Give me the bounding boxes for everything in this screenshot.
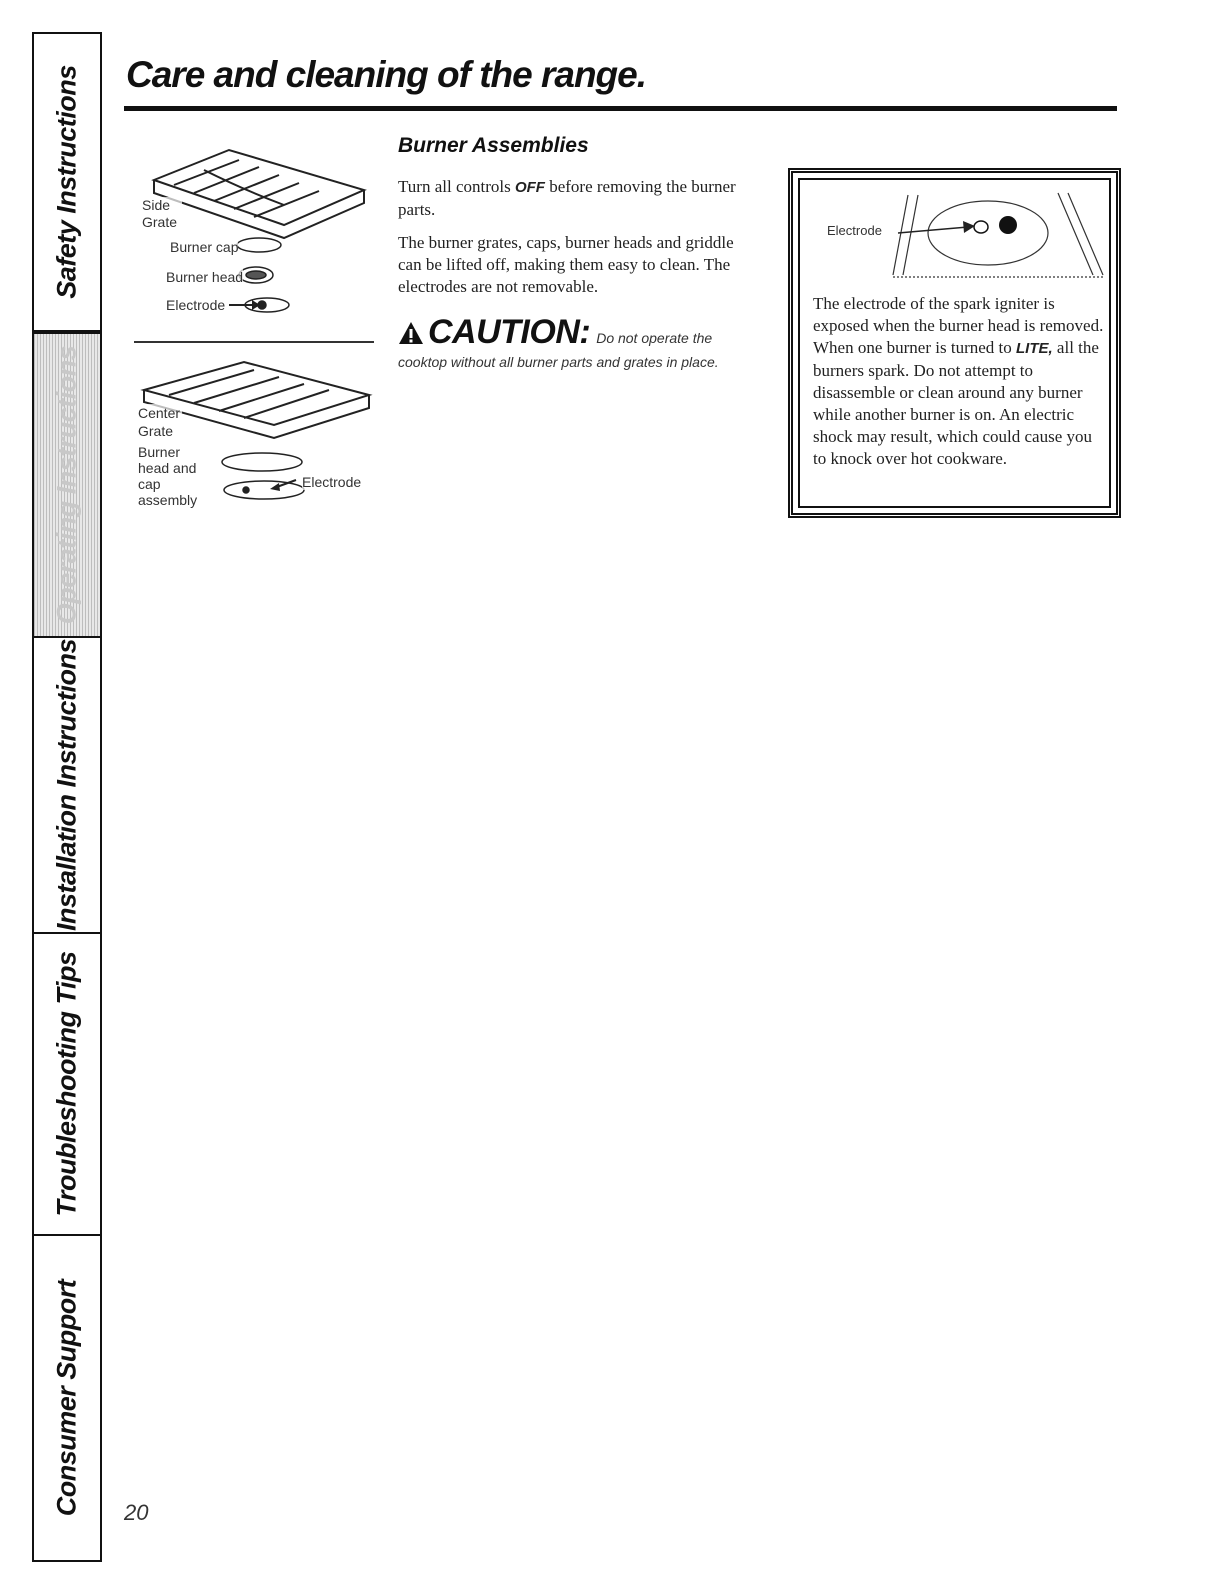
tab-safety-instructions[interactable] [34, 34, 100, 332]
title-rule [124, 106, 1117, 111]
tab-label: Operating Instructions [51, 345, 82, 625]
paragraph-controls-off [398, 176, 758, 221]
tab-label: Consumer Support [51, 1279, 82, 1517]
text-fragment: before removing the burner parts. [398, 177, 736, 219]
electrode-callout-label: Electrode [827, 223, 882, 238]
page-number: 20 [124, 1500, 149, 1525]
center-burner-illustration [134, 350, 374, 510]
tab-label: Troubleshooting Tips [51, 951, 82, 1217]
side-tab-bar [32, 32, 102, 1562]
tab-label: Installation Instructions [51, 638, 82, 932]
off-keyword: OFF [514, 179, 545, 196]
paragraph-removable-parts: The burner grates, caps, burner heads and griddle can be lifted off, making them easy to clean. The electrodes are not removable. [398, 233, 734, 296]
warning-triangle-icon [398, 320, 424, 346]
burner-head-assembly-label: Burner head and cap assembly [138, 444, 208, 508]
text-fragment: The electrode of the spark igniter is exposed when the burner head is removed. When one burner is turned to [813, 294, 1104, 357]
electrode-warning-text [813, 293, 1108, 470]
tab-consumer-support[interactable] [34, 1236, 100, 1560]
center-grate-label: Center Grate [138, 405, 181, 439]
caution-text: Do not operate the [596, 330, 713, 346]
electrode-label: Electrode [166, 297, 226, 313]
text-fragment: Turn all controls [398, 177, 515, 196]
section-heading: Burner Assemblies [398, 134, 589, 157]
tab-installation-instructions[interactable] [34, 638, 100, 934]
burner-head-label: Burner head [166, 269, 244, 285]
side-grate-label: Side Grate [142, 197, 182, 231]
text-fragment: all the burners spark. Do not attempt to disassemble or clean around any burner while another burner is on. An electric shock may result, which could cause you to knock over hot cookware. [813, 338, 1099, 468]
page-title: Care and cleaning of the range. [126, 54, 647, 95]
side-burner-illustration [134, 135, 374, 325]
caution-text-continued: cooktop without all burner parts and grates in place. [398, 354, 719, 370]
lite-keyword: LITE, [1016, 340, 1053, 357]
electrode-illustration [803, 185, 1108, 285]
center-electrode-label: Electrode [302, 474, 362, 490]
electrode-note-box [788, 168, 1121, 518]
tab-operating-instructions[interactable] [34, 332, 100, 638]
burner-cap-label: Burner cap [170, 239, 239, 255]
caution-notice [398, 313, 768, 370]
tab-label: Safety Instructions [51, 65, 82, 299]
figure-divider [134, 341, 374, 343]
tab-troubleshooting-tips[interactable] [34, 934, 100, 1236]
caution-word: CAUTION: [428, 313, 591, 351]
